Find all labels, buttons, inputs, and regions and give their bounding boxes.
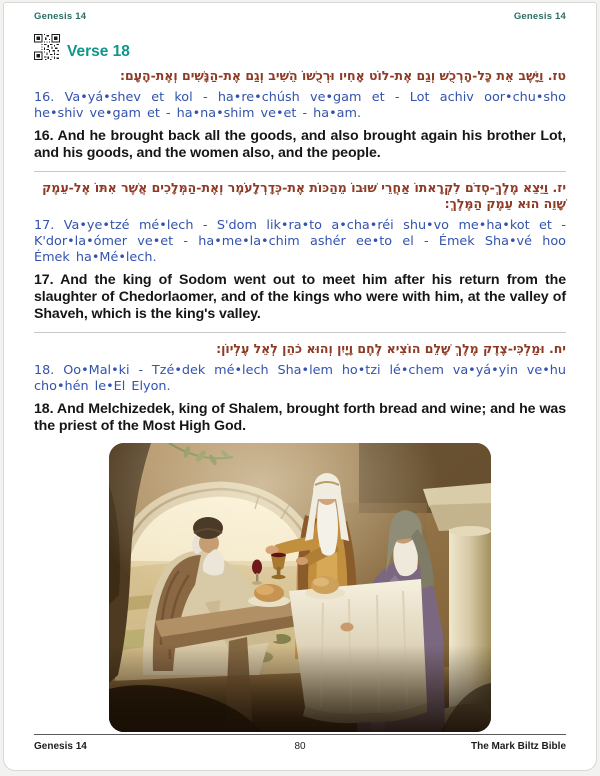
section-title: Verse 18 <box>67 42 130 60</box>
verse-18-english: 18. And Melchizedek, king of Shalem, brought forth bread and wine; and he was the priest of the Most High God. <box>34 400 566 434</box>
verse-18-transliteration: 18. Oo•Mal•ki - Tzé•dek mé•lech Sha•lem ho•tzi lé•chem va•yá•yin ve•hu cho•hén le•El Elyon. <box>34 362 566 394</box>
page-number: 80 <box>294 740 306 752</box>
running-footer <box>34 741 566 752</box>
running-header <box>34 11 566 22</box>
verse-16-english: 16. And he brought back all the goods, and also brought again his brother Lot, and his goods, and the women also, and the people. <box>34 127 566 161</box>
verse-16-transliteration: 16. Va•yá•shev et kol - ha•re•chúsh ve•gam et - Lot achiv oor•chu•sho he•shiv ve•gam et - ha•na•shim ve•et - ha•am. <box>34 89 566 121</box>
running-header-right: Genesis 14 <box>513 11 566 22</box>
verse-18-hebrew: יח. וּמַלְכִּי-צֶדֶק מֶלֶךְ שָׁלֵם הוֹצִיא לֶחֶם וָיָיִן וְהוּא כֹהֵן לְאֵל עֶלְיוֹן: <box>216 341 566 357</box>
footer-rule <box>34 734 566 735</box>
running-footer-left: Genesis 14 <box>34 740 87 752</box>
section-divider <box>34 171 566 172</box>
verse-16-block <box>34 68 566 162</box>
qr-code-icon[interactable] <box>34 34 60 60</box>
verse-17-hebrew: יז. וַיֵּצֵא מֶלֶךְ-סְדֹם לִקְרָאתוֹ אַחֲרֵי שׁוּבוֹ מֵהַכּוֹת אֶת-כְּדָרְלָעֹמֶר וְאֶת-הַמְּלָכִים אֲשֶׁר אִתּוֹ אֶל-עֵמֶק שָׁוֵה הוּא עֵמֶק הַמֶּלֶךְ: <box>42 179 566 212</box>
verse-16-hebrew: טז. וַיָּשֶׁב אֵת כָּל-הָרְכֻשׁ וְגַם אֶת-לוֹט אָחִיו וּרְכֻשׁוֹ הֵשִׁיב וְגַם אֶת-הַנָּשִׁים וְאֶת-הָעָם: <box>119 68 566 83</box>
running-header-left: Genesis 14 <box>34 11 87 22</box>
verse-17-transliteration: 17. Va•ye•tzé mé•lech - S'dom lik•ra•to a•cha•réi shu•vo me•ha•kot et - K'dor•la•ómer ve•et - ha•me•la•chim ashér ee•to el - Émek Sha•vé hoo Émek ha•Mé•lech. <box>34 217 566 265</box>
verse-illustration <box>109 443 491 732</box>
illustration-art <box>109 443 491 732</box>
section-divider <box>34 332 566 333</box>
verse-18-block <box>34 341 566 435</box>
verse-17-block <box>34 180 566 323</box>
document-page <box>3 2 597 771</box>
verse-17-english: 17. And the king of Sodom went out to meet him after his return from the slaughter of Chedorlaomer, and of the kings who were with him, at the valley of Shaveh, which is the king's valley. <box>34 272 566 323</box>
verse-heading-row <box>34 33 566 60</box>
running-footer-right: The Mark Biltz Bible <box>470 740 566 752</box>
